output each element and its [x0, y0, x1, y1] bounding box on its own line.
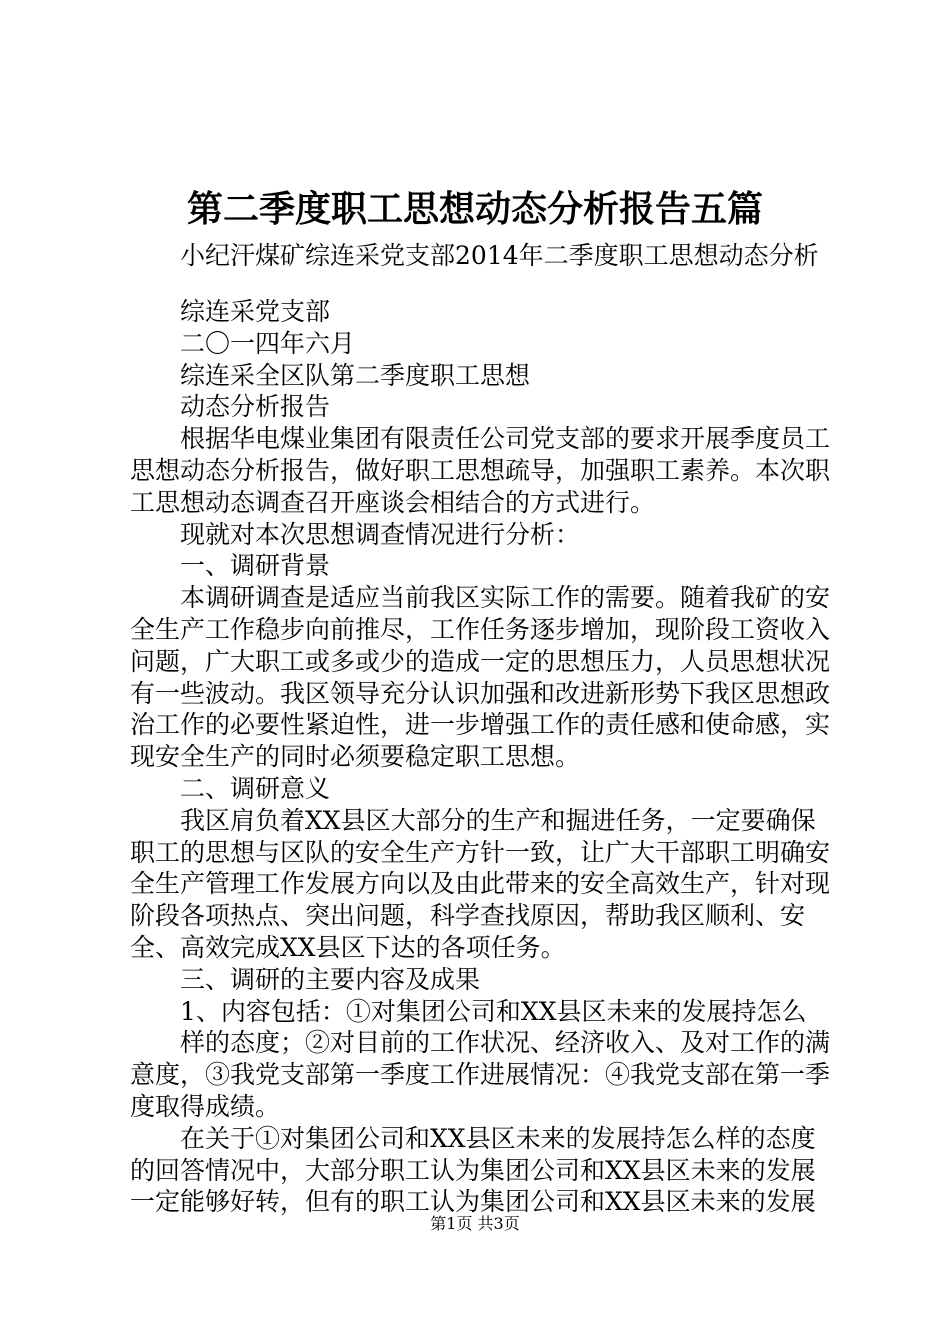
document-body	[130, 296, 830, 1218]
page-footer: 第1页 共3页	[430, 1214, 520, 1233]
paragraph-intro: 根据华电煤业集团有限责任公司党支部的要求开展季度员工思想动态分析报告，做好职工思想疏导，加强职工素养。本次职工思想动态调查召开座谈会相结合的方式进行。	[130, 424, 831, 517]
paragraph-background: 本调研调查是适应当前我区实际工作的需要。随着我矿的安全生产工作稳步向前推尽，工作任务逐步增加，现阶段工资收入问题，广大职工或多或少的造成一定的思想压力，人员思想状况有一些波动。我区领导充分认识加强和改进新形势下我区思想政治工作的必要性紧迫性，进一步增强工作的责任感和使命感，实现安全生产的同时必须要稳定职工思想。	[130, 583, 831, 772]
paragraph-content-1: 1、内容包括：①对集团公司和XX县区未来的发展持怎么	[180, 996, 807, 1026]
section-heading-content: 三、调研的主要内容及成果	[180, 964, 481, 994]
paragraph-significance: 我区肩负着XX县区大部分的生产和掘进任务，一定要确保职工的思想与区队的安全生产方针一致，让广大干部职工明确安全生产管理工作发展方向以及由此带来的安全高效生产，针对现阶段各项热点、突出问题，科学查找原因，帮助我区顺利、安全、高效完成XX县区下达的各项任务。	[130, 805, 831, 962]
paragraph-analysis: 现就对本次思想调查情况进行分析：	[180, 519, 581, 549]
section-heading-significance: 二、调研意义	[180, 773, 331, 803]
document-subtitle: 小纪汗煤矿综连采党支部2014年二季度职工思想动态分析	[180, 241, 819, 270]
paragraph-content-3: 在关于①对集团公司和XX县区未来的发展持怎么样的态度的回答情况中，大部分职工认为集团公司和XX县区未来的发展一定能够好转，但有的职工认为集团公司和XX县区未来的发展	[130, 1123, 816, 1217]
paragraph-org: 综连采党支部	[180, 297, 331, 326]
paragraph-date: 二〇一四年六月	[180, 328, 356, 358]
document-title: 第二季度职工思想动态分析报告五篇	[186, 188, 763, 230]
paragraph-heading-2: 动态分析报告	[180, 392, 331, 422]
paragraph-content-2: 样的态度；②对目前的工作状况、经济收入、及对工作的满意度，③我党支部第一季度工作进展情况：④我党支部在第一季度取得成绩。	[130, 1028, 831, 1121]
paragraph-heading-1: 综连采全区队第二季度职工思想	[180, 360, 531, 390]
section-heading-background: 一、调研背景	[180, 551, 331, 581]
